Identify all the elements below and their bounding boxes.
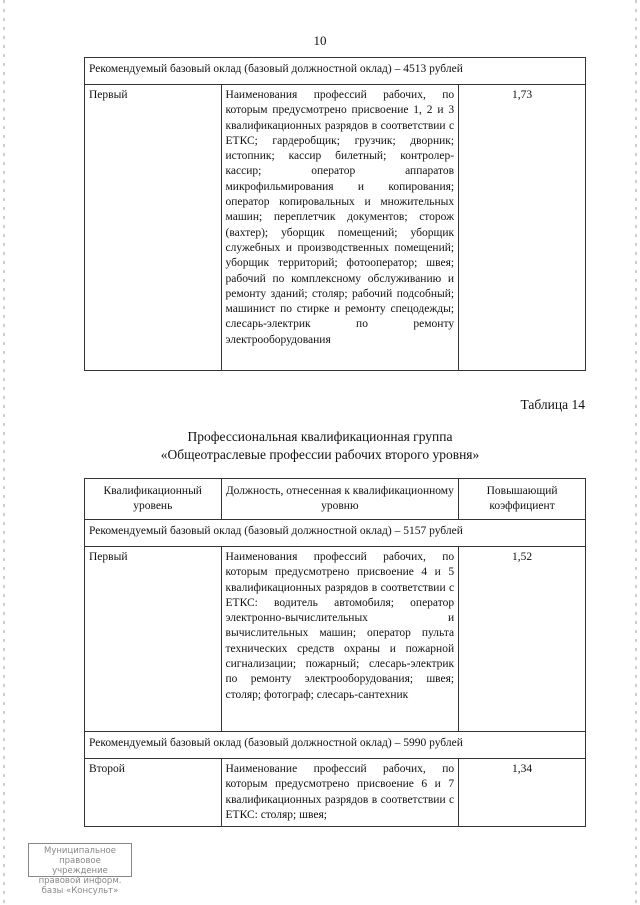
header-row <box>85 479 586 520</box>
header-position: Должность, отнесенная к квалификационному уровню <box>221 479 459 520</box>
stamp-line-2: учреждение правовой информ. <box>38 866 122 886</box>
level-cell: Первый <box>85 547 222 732</box>
table-14 <box>84 478 586 827</box>
salary-cell: Рекомендуемый базовый оклад (базовый должностной оклад) – 5990 рублей <box>85 732 586 759</box>
header-level: Квалификационный уровень <box>85 479 222 520</box>
table-row <box>85 85 586 371</box>
page-number: 10 <box>313 33 327 48</box>
table-salary-group-1 <box>84 57 586 371</box>
stamp-line-1: Муниципальное правовое <box>44 846 116 866</box>
professions-cell: Наименования профессий рабочих, по которым предусмотрено присвоение 1, 2 и 3 квалификационных разрядов в соответствии с ЕТКС; гардеробщик; грузчик; дворник; истопник; кассир билетный; контролер-кассир; оператор аппаратов микрофильмирования и копирования; оператор копировальных и множительных машин; переплетчик документов; сторож (вахтер); уборщик помещений; уборщик служебных и производственных помещений; уборщик территорий; фотооператор; швея; рабочий по комплексному обслуживанию и ремонту зданий; столяр; рабочий подсобный; машинист по стирке и ремонту спецодежды; слесарь-электрик по ремонту электрооборудования <box>221 85 459 371</box>
stamp-line-3: базы «Консульт» <box>41 886 119 896</box>
group-title-line-2: «Общеотраслевые профессии рабочих второго уровня» <box>160 447 480 462</box>
coefficient-cell: 1,34 <box>459 759 586 827</box>
group-title-line-1: Профессиональная квалификационная группа <box>187 429 453 444</box>
salary-row <box>85 58 586 85</box>
table-row <box>85 759 586 827</box>
salary-cell: Рекомендуемый базовый оклад (базовый должностной оклад) – 5157 рублей <box>85 520 586 547</box>
coefficient-cell: 1,73 <box>459 85 586 371</box>
table-row <box>85 547 586 732</box>
table-label: Таблица 14 <box>520 397 585 412</box>
registration-stamp <box>28 843 132 896</box>
level-cell: Второй <box>85 759 222 827</box>
group-title <box>0 428 640 464</box>
coefficient-cell: 1,52 <box>459 547 586 732</box>
header-coefficient: Повышающий коэффициент <box>459 479 586 520</box>
level-cell: Первый <box>85 85 222 371</box>
salary-row <box>85 732 586 759</box>
salary-cell: Рекомендуемый базовый оклад (базовый должностной оклад) – 4513 рублей <box>85 58 586 85</box>
professions-cell: Наименование профессий рабочих, по которым предусмотрено присвоение 6 и 7 квалификационных разрядов в соответствии с ЕТКС: столяр; швея; <box>221 759 459 827</box>
salary-row <box>85 520 586 547</box>
professions-cell: Наименования профессий рабочих, по которым предусмотрено присвоение 4 и 5 квалификационных разрядов в соответствии с ЕТКС: водитель автомобиля; оператор электронно-вычислительных и вычислительных машин; оператор пульта технических средств охраны и пожарной сигнализации; пожарный; слесарь-электрик по ремонту электрооборудования; швея; столяр; фотограф; слесарь-сантехник <box>221 547 459 732</box>
